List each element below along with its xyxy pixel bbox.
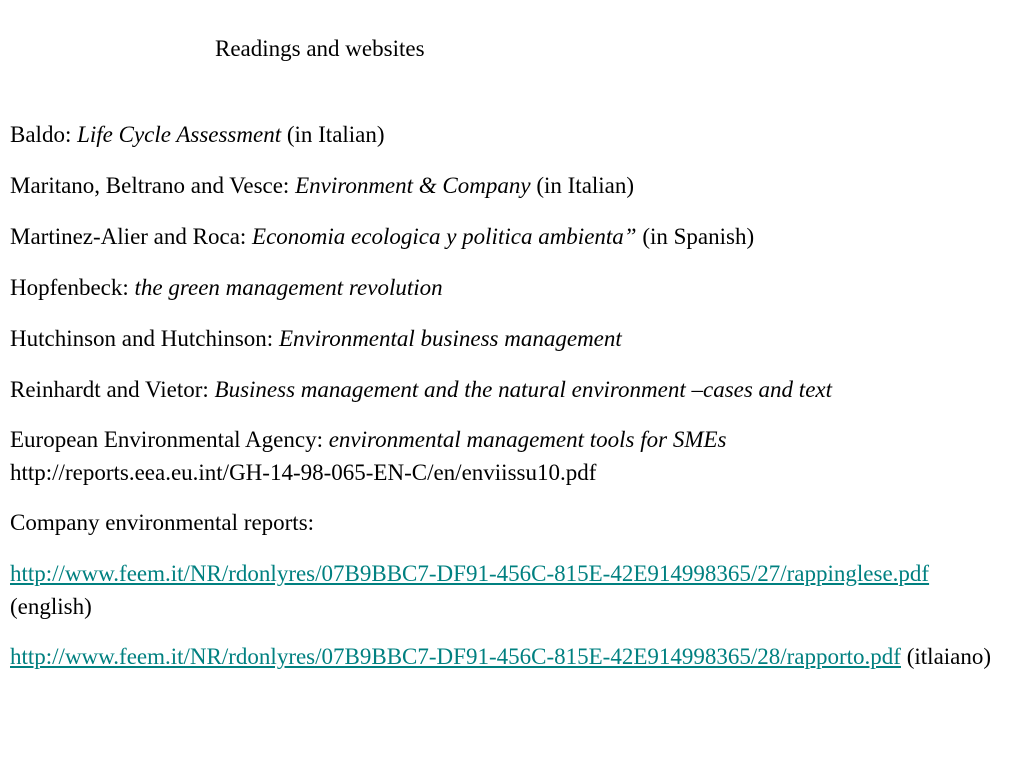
entry-note: (in Spanish) <box>636 224 755 249</box>
reading-entry-maritano <box>10 169 1010 203</box>
entry-author: Martinez-Alier and Roca: <box>10 224 253 249</box>
reading-entry-hutchinson <box>10 322 1010 356</box>
page-title: Readings and websites <box>215 36 425 61</box>
entry-author: Hopfenbeck: <box>10 275 135 300</box>
entry-title: Environmental business management <box>278 326 622 351</box>
report-link-english[interactable]: http://www.feem.it/NR/rdonlyres/07B9BBC7-DF91-456C-815E-42E914998365/27/rappinglese.pdf <box>10 561 930 586</box>
report-link-italian[interactable]: http://www.feem.it/NR/rdonlyres/07B9BBC7-DF91-456C-815E-42E914998365/28/rapporto.pdf <box>10 644 901 669</box>
entry-title: Environment & Company <box>295 173 531 198</box>
reading-entry-reinhardt <box>10 373 1010 406</box>
entry-author: Reinhardt and Vietor: <box>10 377 215 402</box>
company-reports-heading: Company environmental reports: <box>10 510 315 535</box>
link-note: (itlaiano) <box>900 644 992 669</box>
entry-title: environmental management tools for SMEs <box>328 427 727 452</box>
entry-url: http://reports.eea.eu.int/GH-14-98-065-EN-C/en/enviissu10.pdf <box>10 460 597 485</box>
entry-title: Life Cycle Assessment <box>77 122 282 147</box>
entry-title: the green management revolution <box>134 275 443 300</box>
entry-title: Economia ecologica y politica ambienta” <box>252 224 637 249</box>
link-note: (english) <box>10 594 92 619</box>
entry-author: Maritano, Beltrano and Vesce: <box>10 173 296 198</box>
reading-list <box>10 118 1010 690</box>
reading-entry-martinez-alier <box>10 220 1010 254</box>
report-link-entry-english <box>10 557 1010 623</box>
entry-note: (in Italian) <box>530 173 635 198</box>
reading-entry-eea <box>10 423 1010 489</box>
report-link-entry-italian <box>10 640 1010 673</box>
entry-title: Business management and the natural environment –cases and text <box>214 377 833 402</box>
entry-author: European Environmental Agency: <box>10 427 329 452</box>
reading-entry-baldo <box>10 118 1010 152</box>
entry-author: Hutchinson and Hutchinson: <box>10 326 279 351</box>
reading-entry-hopfenbeck <box>10 271 1010 305</box>
entry-author: Baldo: <box>10 122 78 147</box>
entry-note: (in Italian) <box>281 122 385 147</box>
